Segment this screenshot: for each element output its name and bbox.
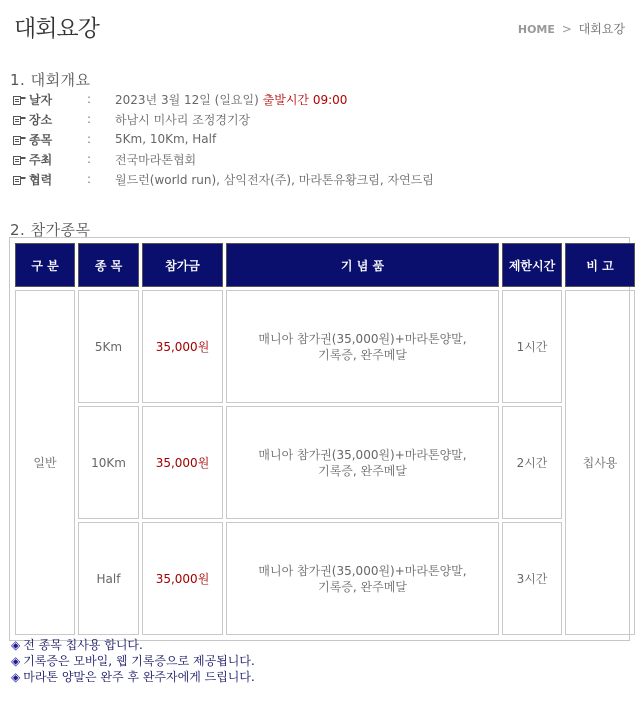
category-cell: 일반 <box>15 290 75 635</box>
breadcrumb <box>518 20 625 37</box>
breadcrumb-current: 대회요강 <box>578 22 625 36</box>
notes-list <box>11 637 255 685</box>
overview-colon: : <box>87 172 92 186</box>
overview-label: 협력 <box>29 172 53 187</box>
pointing-hand-icon <box>13 93 29 106</box>
events-section-title: 2. 참가종목 <box>10 221 91 239</box>
fee-cell: 35,000원 <box>142 406 223 519</box>
header-time-limit: 제한시간 <box>502 243 562 287</box>
event-cell: 5Km <box>78 290 139 403</box>
table-row <box>15 290 635 403</box>
events-table <box>9 237 630 641</box>
overview-label: 종목 <box>29 132 53 147</box>
date-text: 2023년 3월 12일 (일요일) <box>115 92 259 107</box>
gift-line: 기록증, 완주메달 <box>318 579 407 594</box>
overview-value: 하남시 미사리 조정경기장 <box>115 112 251 127</box>
time-limit-cell: 2시간 <box>502 406 562 519</box>
gift-line: 매니아 참가권(35,000원)+마라톤양말, <box>258 447 467 462</box>
note-item <box>11 653 255 669</box>
header-remarks: 비 고 <box>565 243 635 287</box>
diamond-bullet-icon: ◈ <box>11 654 21 668</box>
overview-label: 날자 <box>29 92 53 107</box>
header-event: 종 목 <box>78 243 139 287</box>
overview-value: 월드런(world run), 삼익전자(주), 마라톤유황크림, 자연드림 <box>115 172 434 187</box>
overview-row-partners <box>13 169 623 189</box>
overview-list <box>13 89 623 189</box>
diamond-bullet-icon: ◈ <box>11 670 21 684</box>
overview-section-title: 1. 대회개요 <box>10 71 91 89</box>
pointing-hand-icon <box>13 133 29 146</box>
gift-line: 매니아 참가권(35,000원)+마라톤양말, <box>258 331 467 346</box>
event-cell: Half <box>78 522 139 635</box>
pointing-hand-icon <box>13 113 29 126</box>
overview-colon: : <box>87 92 92 106</box>
note-item <box>11 637 255 653</box>
header-category: 구 분 <box>15 243 75 287</box>
gift-line: 기록증, 완주메달 <box>318 463 407 478</box>
breadcrumb-separator: > <box>561 22 572 36</box>
overview-colon: : <box>87 152 92 166</box>
overview-row-host <box>13 149 623 169</box>
diamond-bullet-icon: ◈ <box>11 638 21 652</box>
time-limit-cell: 3시간 <box>502 522 562 635</box>
start-time-text: 출발시간 09:00 <box>262 92 348 107</box>
pointing-hand-icon <box>13 153 29 166</box>
note-item <box>11 669 255 685</box>
overview-row-venue <box>13 109 623 129</box>
event-cell: 10Km <box>78 406 139 519</box>
time-limit-cell: 1시간 <box>502 290 562 403</box>
overview-value <box>115 91 347 108</box>
pointing-hand-icon <box>13 173 29 186</box>
breadcrumb-home[interactable]: HOME <box>517 23 555 36</box>
overview-value: 5Km, 10Km, Half <box>115 132 217 146</box>
gift-line: 매니아 참가권(35,000원)+마라톤양말, <box>258 563 467 578</box>
header-gift: 기 념 품 <box>226 243 499 287</box>
overview-colon: : <box>87 112 92 126</box>
gift-cell <box>226 522 499 635</box>
table-row <box>15 522 635 635</box>
gift-cell <box>226 406 499 519</box>
gift-cell <box>226 290 499 403</box>
overview-colon: : <box>87 132 92 146</box>
overview-label: 장소 <box>29 112 53 127</box>
table-header-row <box>15 243 635 287</box>
note-text: 기록증은 모바일, 웹 기록증으로 제공됩니다. <box>23 654 255 668</box>
note-text: 마라톤 양말은 완주 후 완주자에게 드립니다. <box>23 670 255 684</box>
fee-cell: 35,000원 <box>142 522 223 635</box>
remarks-cell: 칩사용 <box>565 290 635 635</box>
note-text: 전 종목 칩사용 합니다. <box>23 638 143 652</box>
table-row <box>15 406 635 519</box>
fee-cell: 35,000원 <box>142 290 223 403</box>
overview-row-date <box>13 89 623 109</box>
overview-label: 주최 <box>29 152 53 167</box>
overview-row-events <box>13 129 623 149</box>
header-fee: 참가금 <box>142 243 223 287</box>
gift-line: 기록증, 완주메달 <box>318 347 407 362</box>
page-title: 대회요강 <box>14 16 99 42</box>
overview-value: 전국마라톤협회 <box>115 152 197 167</box>
